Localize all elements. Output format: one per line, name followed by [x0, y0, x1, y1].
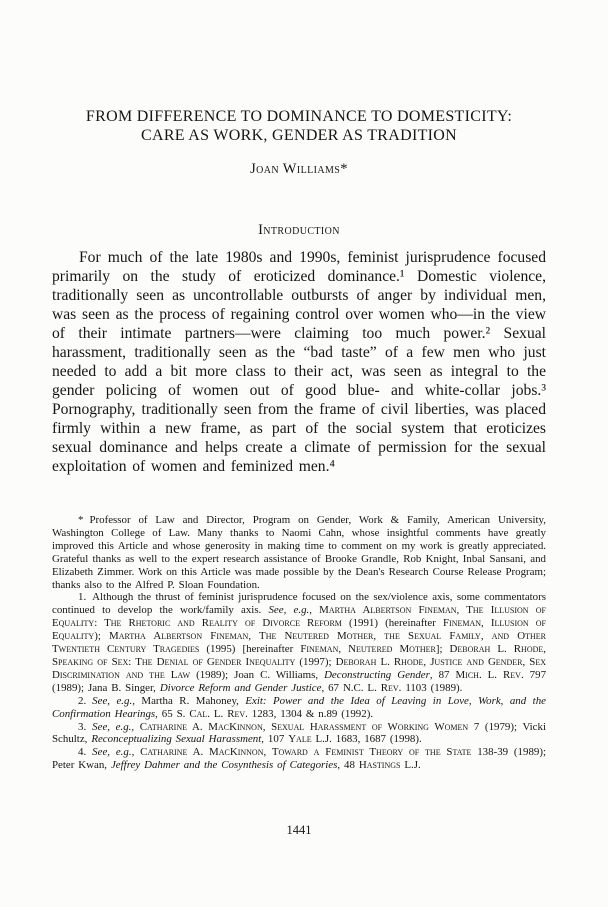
footnote-segment: 797 (1989); Jana B. Singer, [52, 668, 547, 694]
footnote-segment: Fineman, Neutered Mother [300, 643, 436, 656]
footnote-segment: (1991) (hereinafter [341, 617, 443, 630]
footnote-segment: See, e.g., [92, 694, 142, 707]
footnote-segment: Deconstructing Gender [324, 668, 430, 681]
footnote-segment: N.C. L. Rev. [342, 681, 402, 694]
footnote-segment: Catharine A. MacKinnon, Toward a Feminist Theory of the State [140, 746, 472, 759]
footnote-segment: , 107 [261, 733, 289, 746]
footnote-segment: ); [94, 630, 110, 643]
footnote-segment: 1103 (1989). [401, 681, 463, 694]
footnote-segment: Yale L.J. [288, 733, 332, 746]
footnote-segment: Professor of Law and Director, Program on Gender, Work & Family, American University, Washington College of Law. Many thanks to Naomi Cahn, whose insightful comments have greatly improved this Article and whose generosity in making time to comment on my work is greatly appreciated. Grateful thanks as well to the expert research assistance of Brooke Grandle, Rob Knight, Inbal Sansani, and Elizabeth Zimmer. Work on this Article was made possible by the Dean's Research Course Release Program; thanks also to the Alfred P. Sloan Foundation. [52, 514, 546, 591]
footnote [52, 591, 546, 694]
footnote-segment: (1995) [hereinafter [199, 643, 301, 656]
footnotes [52, 514, 546, 772]
footnote-segment: Divorce Reform and Gender Justice [159, 681, 322, 694]
author-byline: Joan Williams* [250, 161, 348, 177]
footnote [52, 514, 546, 591]
article-title-line1: FROM DIFFERENCE TO DOMINANCE TO DOMESTICITY: [85, 108, 513, 125]
intro-paragraph: For much of the late 1980s and 1990s, feminist jurisprudence focused primarily on the study of eroticized dominance.¹ Domestic violence, traditionally seen as uncontrollable outbursts of anger by individual men, was seen as the process of regaining control over women who—in the view of their intimate partners—were claiming too much power.² Sexual harassment, traditionally seen as the “bad taste” of a few men who just needed to add a bit more class to their act, was seen as integral to the gender policing of women out of good blue- and white-collar jobs.³ Pornography, traditionally seen from the frame of civil liberties, was placed firmly within a new frame, as part of the social system that eroticizes sexual dominance and helps create a climate of permission for the sexual exploitation of women and feminized men.⁴ [52, 249, 546, 475]
footnote-segment: , 65 [155, 707, 177, 720]
footnote-segment: Deborah L. Rhode, Justice and Gender, Sex Discrimination and the Law [52, 655, 547, 681]
footnote-marker: 2. [78, 694, 87, 707]
section-heading-introduction: Introduction [258, 222, 340, 238]
footnote-segment: 1683, 1687 (1998). [331, 733, 422, 746]
footnote-marker: 3. [78, 720, 87, 733]
footnote-marker: * [78, 514, 84, 526]
footnote-segment: ]; [435, 643, 450, 656]
footnote-segment: See, e.g., [92, 746, 141, 759]
footnote-segment: Although the thrust of feminist jurisprudence focused on the sex/violence axis, some commentators continued to develop the work/family axis. [52, 591, 546, 617]
footnote [52, 695, 546, 721]
footnote-segment: (1997); [295, 655, 336, 668]
article-title [52, 107, 546, 145]
footnote-segment: Martha R. Mahoney, [141, 694, 246, 707]
footnote-segment: 7 (1979); Vicki Schultz, [52, 720, 546, 746]
footnote [52, 746, 546, 772]
footnote-segment: Exit: Power and the Idea of Leaving in Love, Work, and the Confirmation Hearings [52, 694, 546, 720]
footnote-segment: Mich. L. Rev. [455, 668, 524, 681]
footnote-segment: Martha Albertson Fineman, The Illusion of Equality: The Rhetoric and Reality of Divorce Reform [52, 604, 546, 630]
footnote-segment: , 67 [321, 681, 343, 694]
footnote-segment: See, e.g., [92, 720, 140, 733]
footnote [52, 721, 546, 747]
footnote-segment: 1283, 1304 & n.89 (1992). [247, 707, 374, 720]
footnote-segment: See, e.g., [268, 604, 320, 617]
footnote-segment: Jeffrey Dahmer and the Cosynthesis of Categories [110, 759, 338, 772]
footnote-segment: Catharine A. MacKinnon, Sexual Harassment of Working Women [139, 720, 469, 733]
footnote-segment: Hastings L.J. [358, 759, 421, 772]
page-number: 1441 [286, 823, 312, 837]
footnote-segment: Martha Albertson Fineman, The Neutered Mother, the Sexual Family, and Other Twentieth Century Tragedies [52, 630, 546, 656]
footnote-marker: 4. [78, 746, 87, 759]
footnote-segment: Reconceptualizing Sexual Harassment [91, 733, 262, 746]
footnote-segment: 138-39 (1989); Peter Kwan, [52, 746, 546, 772]
footnote-segment: (1989); Joan C. Williams, [190, 668, 325, 681]
footnote-segment: Fineman, Illusion of Equality [52, 617, 546, 643]
footnote-marker: 1. [78, 591, 87, 604]
footnote-segment: S. Cal. L. Rev. [176, 707, 248, 720]
footnote-segment: , 48 [337, 759, 359, 772]
footnote-segment: Deborah L. Rhode, Speaking of Sex: The Denial of Gender Inequality [52, 643, 546, 668]
article-title-line2: CARE AS WORK, GENDER AS TRADITION [141, 127, 457, 144]
footnote-segment: , 87 [429, 668, 456, 681]
